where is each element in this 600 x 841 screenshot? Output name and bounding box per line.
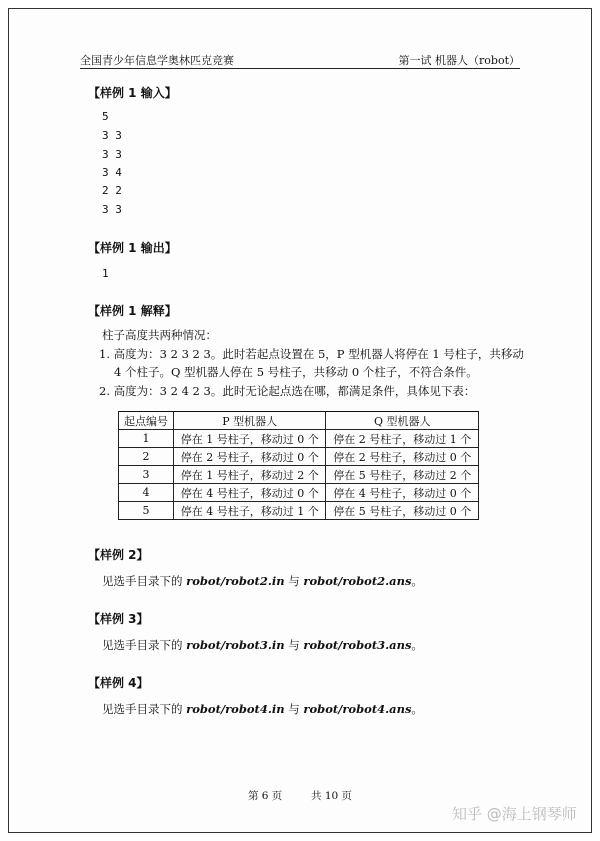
table-header-cell: Q 型机器人 (326, 412, 479, 430)
table-cell: 停在 1 号柱子，移动过 0 个 (173, 430, 326, 448)
sample1-input-title: 【样例 1 输入】 (88, 86, 177, 100)
sample3-answer-file: robot/robot3.ans (303, 638, 412, 652)
table-cell: 1 (119, 430, 174, 448)
explain-item1-line1: 1. 高度为：3 2 3 2 3。此时若起点设置在 5，P 型机器人将停在 1 号柱子，共移动 (99, 347, 524, 361)
table-row (119, 466, 479, 484)
sample1-input-line: 2 2 (102, 184, 122, 197)
header-contest-name: 全国青少年信息学奥林匹克竞赛 (80, 54, 234, 67)
sample4-answer-file: robot/robot4.ans (303, 702, 412, 716)
sample1-input-line: 3 3 (102, 129, 122, 142)
explain-item1-line2: 4 个柱子。Q 型机器人停在 5 号柱子，共移动 0 个柱子，不符合条件。 (114, 365, 478, 379)
table-row (119, 484, 479, 502)
sample3-title: 【样例 3】 (88, 612, 149, 626)
sample2-prefix: 见选手目录下的 (102, 574, 187, 588)
page-number: 第 6 页 (247, 790, 283, 802)
table-cell: 3 (119, 466, 174, 484)
table-cell: 停在 4 号柱子，移动过 1 个 (173, 502, 326, 520)
table-cell: 停在 5 号柱子，移动过 0 个 (326, 502, 479, 520)
sample1-output-line: 1 (102, 267, 109, 280)
sample2-text (102, 573, 423, 589)
sample4-suffix: 。 (411, 702, 423, 716)
page-header (80, 52, 520, 68)
header-rule (80, 68, 520, 69)
sample3-suffix: 。 (411, 638, 423, 652)
table-cell: 2 (119, 448, 174, 466)
table-cell: 4 (119, 484, 174, 502)
table-cell: 停在 5 号柱子，移动过 2 个 (326, 466, 479, 484)
table-header-cell: 起点编号 (119, 412, 174, 430)
page-footer (0, 788, 600, 803)
sample2-mid: 与 (284, 574, 304, 588)
table-cell: 停在 2 号柱子，移动过 1 个 (326, 430, 479, 448)
sample1-explain-title: 【样例 1 解释】 (88, 304, 177, 318)
header-problem-name: 第一试 机器人（robot） (398, 54, 520, 67)
table-row (119, 502, 479, 520)
sample2-suffix: 。 (411, 574, 423, 588)
sample3-mid: 与 (284, 638, 304, 652)
zhihu-watermark: 知乎 @海上钢琴师 (452, 805, 577, 823)
table-row (119, 430, 479, 448)
sample4-input-file: robot/robot4.in (186, 702, 285, 716)
table-row (119, 448, 479, 466)
explain-item2: 2. 高度为：3 2 4 2 3。此时无论起点选在哪，都满足条件，具体见下表： (99, 384, 476, 398)
table-cell: 停在 4 号柱子，移动过 0 个 (326, 484, 479, 502)
sample3-text (102, 637, 423, 653)
table-cell: 5 (119, 502, 174, 520)
sample1-input-line: 3 4 (102, 166, 122, 179)
sample2-input-file: robot/robot2.in (186, 574, 285, 588)
sample1-output-title: 【样例 1 输出】 (88, 241, 177, 255)
sample2-answer-file: robot/robot2.ans (303, 574, 412, 588)
sample4-text (102, 701, 423, 717)
sample1-input-line: 5 (102, 110, 109, 123)
explain-intro: 柱子高度共两种情况： (102, 328, 217, 342)
table-cell: 停在 4 号柱子，移动过 0 个 (173, 484, 326, 502)
table-header-cell: P 型机器人 (173, 412, 326, 430)
sample1-input-line: 3 3 (102, 148, 122, 161)
sample4-title: 【样例 4】 (88, 676, 149, 690)
table-cell: 停在 1 号柱子，移动过 2 个 (173, 466, 326, 484)
table-header-row (119, 412, 479, 430)
table-cell: 停在 2 号柱子，移动过 0 个 (326, 448, 479, 466)
sample3-input-file: robot/robot3.in (186, 638, 285, 652)
sample3-prefix: 见选手目录下的 (102, 638, 187, 652)
page-total: 共 10 页 (311, 790, 353, 802)
sample2-title: 【样例 2】 (88, 548, 149, 562)
table-cell: 停在 2 号柱子，移动过 0 个 (173, 448, 326, 466)
sample4-prefix: 见选手目录下的 (102, 702, 187, 716)
sample1-input-line: 3 3 (102, 203, 122, 216)
result-table (118, 411, 479, 520)
sample4-mid: 与 (284, 702, 304, 716)
